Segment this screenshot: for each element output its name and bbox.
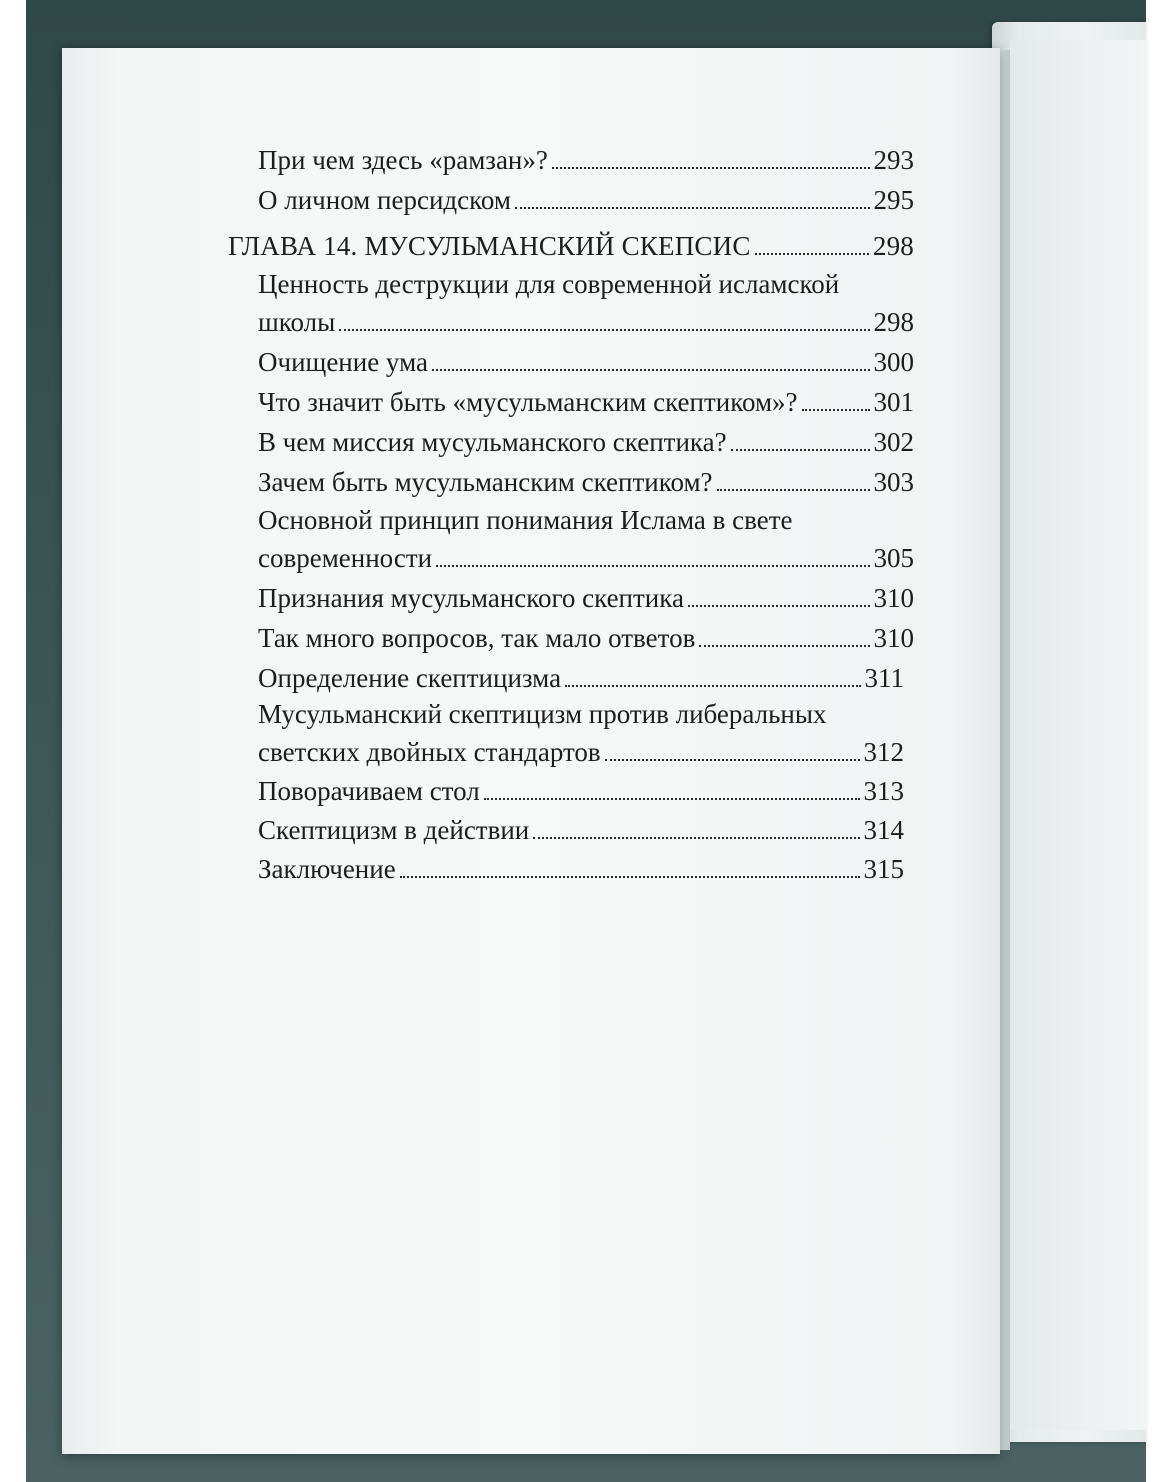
toc-entry-title: Зачем быть мусульманским скептиком? [258,467,713,497]
toc-entry [258,734,904,770]
toc-entry-title: Очищение ума [258,347,428,377]
toc-entry-page: 312 [863,737,904,767]
toc-leader-dots [731,449,870,451]
toc-entry [258,344,914,380]
toc-entry-page: 298 [873,307,914,337]
toc-entry-page: 313 [863,776,904,806]
toc-entry [258,142,914,178]
toc-entry-page: 295 [873,185,914,215]
toc-entry-title: Что значит быть «мусульманским скептиком»? [258,387,798,417]
toc-entry-title: Признания мусульманского скептика [258,583,684,613]
toc-entry [258,580,914,616]
toc-chapter-entry [228,228,914,264]
toc-entry-page: 302 [873,427,914,457]
toc-leader-dots [755,253,869,255]
toc-entry-title-line1: Ценность деструкции для современной исламской [258,269,840,299]
toc-leader-dots [515,207,870,209]
toc-entry [258,851,904,887]
toc-entry-page: 310 [873,583,914,613]
toc-leader-dots [688,605,870,607]
toc-leader-dots [802,409,870,411]
toc-leader-dots [605,759,860,761]
toc-leader-dots [552,167,870,169]
toc-leader-dots [484,798,860,800]
toc-leader-dots [432,369,870,371]
toc-entry-title: Скептицизм в действии [258,815,530,845]
toc-entry [258,182,914,218]
toc-entry [258,384,914,420]
toc-entry-title: Поворачиваем стол [258,776,480,806]
toc-entry [258,464,914,500]
toc-entry [258,773,904,809]
toc-entry-title-line1: Основной принцип понимания Ислама в свете [258,505,793,535]
toc-entry-page: 301 [873,387,914,417]
toc-leader-dots [339,329,869,331]
toc-leader-dots [717,489,870,491]
toc-entry [258,620,914,656]
toc-chapter-title: ГЛАВА 14. МУСУЛЬМАНСКИЙ СКЕПСИС [228,231,751,261]
toc-entry [258,660,904,696]
toc-leader-dots [436,565,869,567]
toc-entry-page: 298 [872,231,914,261]
toc-entry-title: Определение скептицизма [258,663,562,693]
toc-entry-page: 293 [873,145,914,175]
toc-entry [258,304,914,340]
toc-entry-title: Так много вопросов, так мало ответов [258,623,696,653]
toc-leader-dots [533,837,859,839]
toc-entry-title: школы [258,307,336,337]
toc-entry-title: светских двойных стандартов [258,737,601,767]
toc-entry-title: При чем здесь «рамзан»? [258,145,548,175]
toc-entry-page: 315 [863,854,904,884]
toc-entry-title: современности [258,543,433,573]
toc-entry-page: 311 [864,663,904,693]
toc-leader-dots [565,685,860,687]
toc-entry-page: 314 [863,815,904,845]
toc-entry-page: 305 [873,543,914,573]
toc-entry-title: О личном персидском [258,185,511,215]
toc-entry-page: 300 [873,347,914,377]
toc-entry-page: 303 [873,467,914,497]
toc-entry [258,812,904,848]
toc-entry [258,424,914,460]
toc-entry [258,540,914,576]
toc-leader-dots [699,645,869,647]
toc-leader-dots [400,876,860,878]
toc-entry-title: Заключение [258,854,396,884]
toc-entry-title: В чем миссия мусульманского скептика? [258,427,727,457]
toc-entry-page: 310 [873,623,914,653]
toc-entry-title-line1: Мусульманский скептицизм против либеральных [258,699,827,729]
